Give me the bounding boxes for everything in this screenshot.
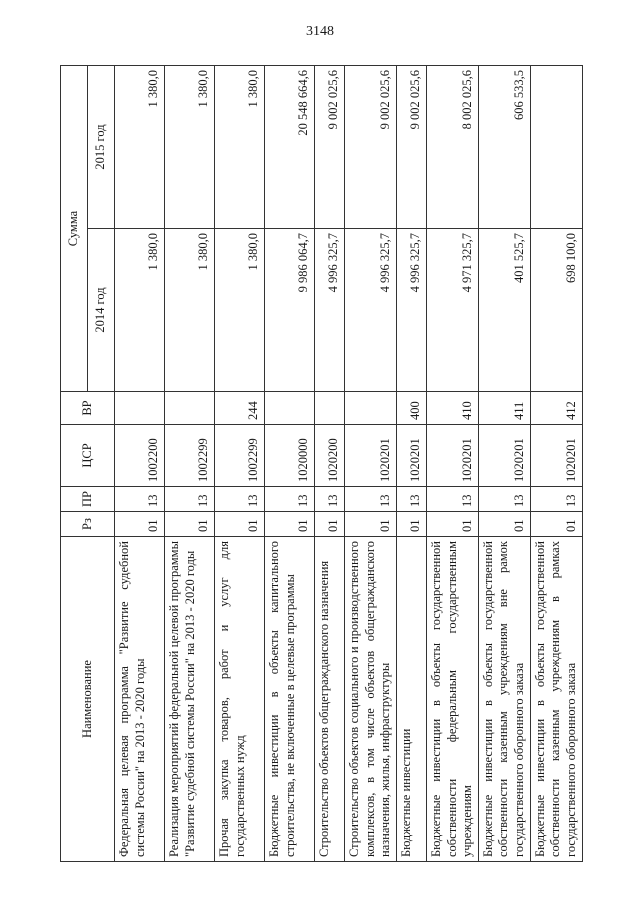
row-rz: 01 [396,512,426,537]
row-csr: 1020201 [396,425,426,487]
row-pr: 13 [478,487,530,512]
row-name: Бюджетные инвестиции в объекты государственной собственности казенным учреждениям в рамках государственного оборонного заказа [530,537,582,862]
row-vr [115,392,165,425]
header-csr: ЦСР [61,425,115,487]
header-vr: ВР [61,392,115,425]
row-rz: 01 [165,512,215,537]
table-row [396,66,426,862]
row-pr: 13 [530,487,582,512]
row-sum-2015: 1 380,0 [165,66,215,229]
row-vr [265,392,315,425]
row-sum-2015: 1 380,0 [115,66,165,229]
row-vr [165,392,215,425]
row-sum-2015: 9 002 025,6 [315,66,345,229]
row-pr: 13 [426,487,478,512]
page-number: 3148 [306,24,334,39]
table-row [215,66,265,862]
row-vr: 410 [426,392,478,425]
table-row [345,66,397,862]
row-csr: 1020201 [345,425,397,487]
row-vr: 412 [530,392,582,425]
header-2014: 2014 год [88,229,115,392]
row-sum-2014: 698 100,0 [530,229,582,392]
row-sum-2014: 4 996 325,7 [345,229,397,392]
row-name: Бюджетные инвестиции [396,537,426,862]
header-sum: Сумма [61,66,88,392]
row-rz: 01 [115,512,165,537]
row-name: Строительство объектов общегражданского назначения [315,537,345,862]
rotated-table-sheet [60,66,588,862]
row-sum-2015: 8 002 025,6 [426,66,478,229]
row-pr: 13 [115,487,165,512]
row-sum-2015: 9 002 025,6 [396,66,426,229]
row-csr: 1002200 [115,425,165,487]
row-name: Прочая закупка товаров, работ и услуг для государственных нужд [215,537,265,862]
row-sum-2014: 1 380,0 [215,229,265,392]
row-vr: 411 [478,392,530,425]
row-rz: 01 [426,512,478,537]
row-rz: 01 [345,512,397,537]
row-csr: 1002299 [165,425,215,487]
row-sum-2014: 1 380,0 [165,229,215,392]
table-row [426,66,478,862]
row-name: Бюджетные инвестиции в объекты государственной собственности федеральным государственным учреждениям [426,537,478,862]
row-vr: 244 [215,392,265,425]
row-csr: 1020201 [478,425,530,487]
row-name: Реализация мероприятий федеральной целевой программы "Развитие судебной системы России" на 2013 - 2020 годы [165,537,215,862]
row-csr: 1020200 [315,425,345,487]
table-row [478,66,530,862]
row-sum-2014: 9 986 064,7 [265,229,315,392]
row-sum-2014: 1 380,0 [115,229,165,392]
header-name: Наименование [61,537,115,862]
row-vr [315,392,345,425]
row-rz: 01 [478,512,530,537]
row-vr: 400 [396,392,426,425]
row-pr: 13 [396,487,426,512]
row-name: Бюджетные инвестиции в объекты капитального строительства, не включенные в целевые программы [265,537,315,862]
row-rz: 01 [215,512,265,537]
row-sum-2014: 401 525,7 [478,229,530,392]
row-sum-2015 [530,66,582,229]
row-sum-2015: 606 533,5 [478,66,530,229]
row-sum-2014: 4 996 325,7 [396,229,426,392]
row-csr: 1002299 [215,425,265,487]
table-row [530,66,582,862]
row-pr: 13 [345,487,397,512]
row-csr: 1020000 [265,425,315,487]
row-sum-2014: 4 971 325,7 [426,229,478,392]
row-rz: 01 [530,512,582,537]
row-rz: 01 [265,512,315,537]
row-csr: 1020201 [426,425,478,487]
header-2015: 2015 год [88,66,115,229]
row-name: Федеральная целевая программа "Развитие судебной системы России" на 2013 - 2020 годы [115,537,165,862]
row-sum-2015: 20 548 664,6 [265,66,315,229]
budget-table [60,65,583,862]
row-pr: 13 [215,487,265,512]
row-rz: 01 [315,512,345,537]
table-row [165,66,215,862]
row-pr: 13 [265,487,315,512]
table-row [315,66,345,862]
row-sum-2015: 1 380,0 [215,66,265,229]
row-pr: 13 [315,487,345,512]
row-csr: 1020201 [530,425,582,487]
row-name: Строительство объектов социального и производственного комплексов, в том числе объектов общегражданского назначения, жилья, инфраструктуры [345,537,397,862]
row-sum-2015: 9 002 025,6 [345,66,397,229]
table-row [115,66,165,862]
row-name: Бюджетные инвестиции в объекты государственной собственности казенным учреждениям вне рамок государственного оборонного заказа [478,537,530,862]
header-rz: Рз [61,512,115,537]
row-sum-2014: 4 996 325,7 [315,229,345,392]
row-vr [345,392,397,425]
row-pr: 13 [165,487,215,512]
header-pr: ПР [61,487,115,512]
table-row [265,66,315,862]
